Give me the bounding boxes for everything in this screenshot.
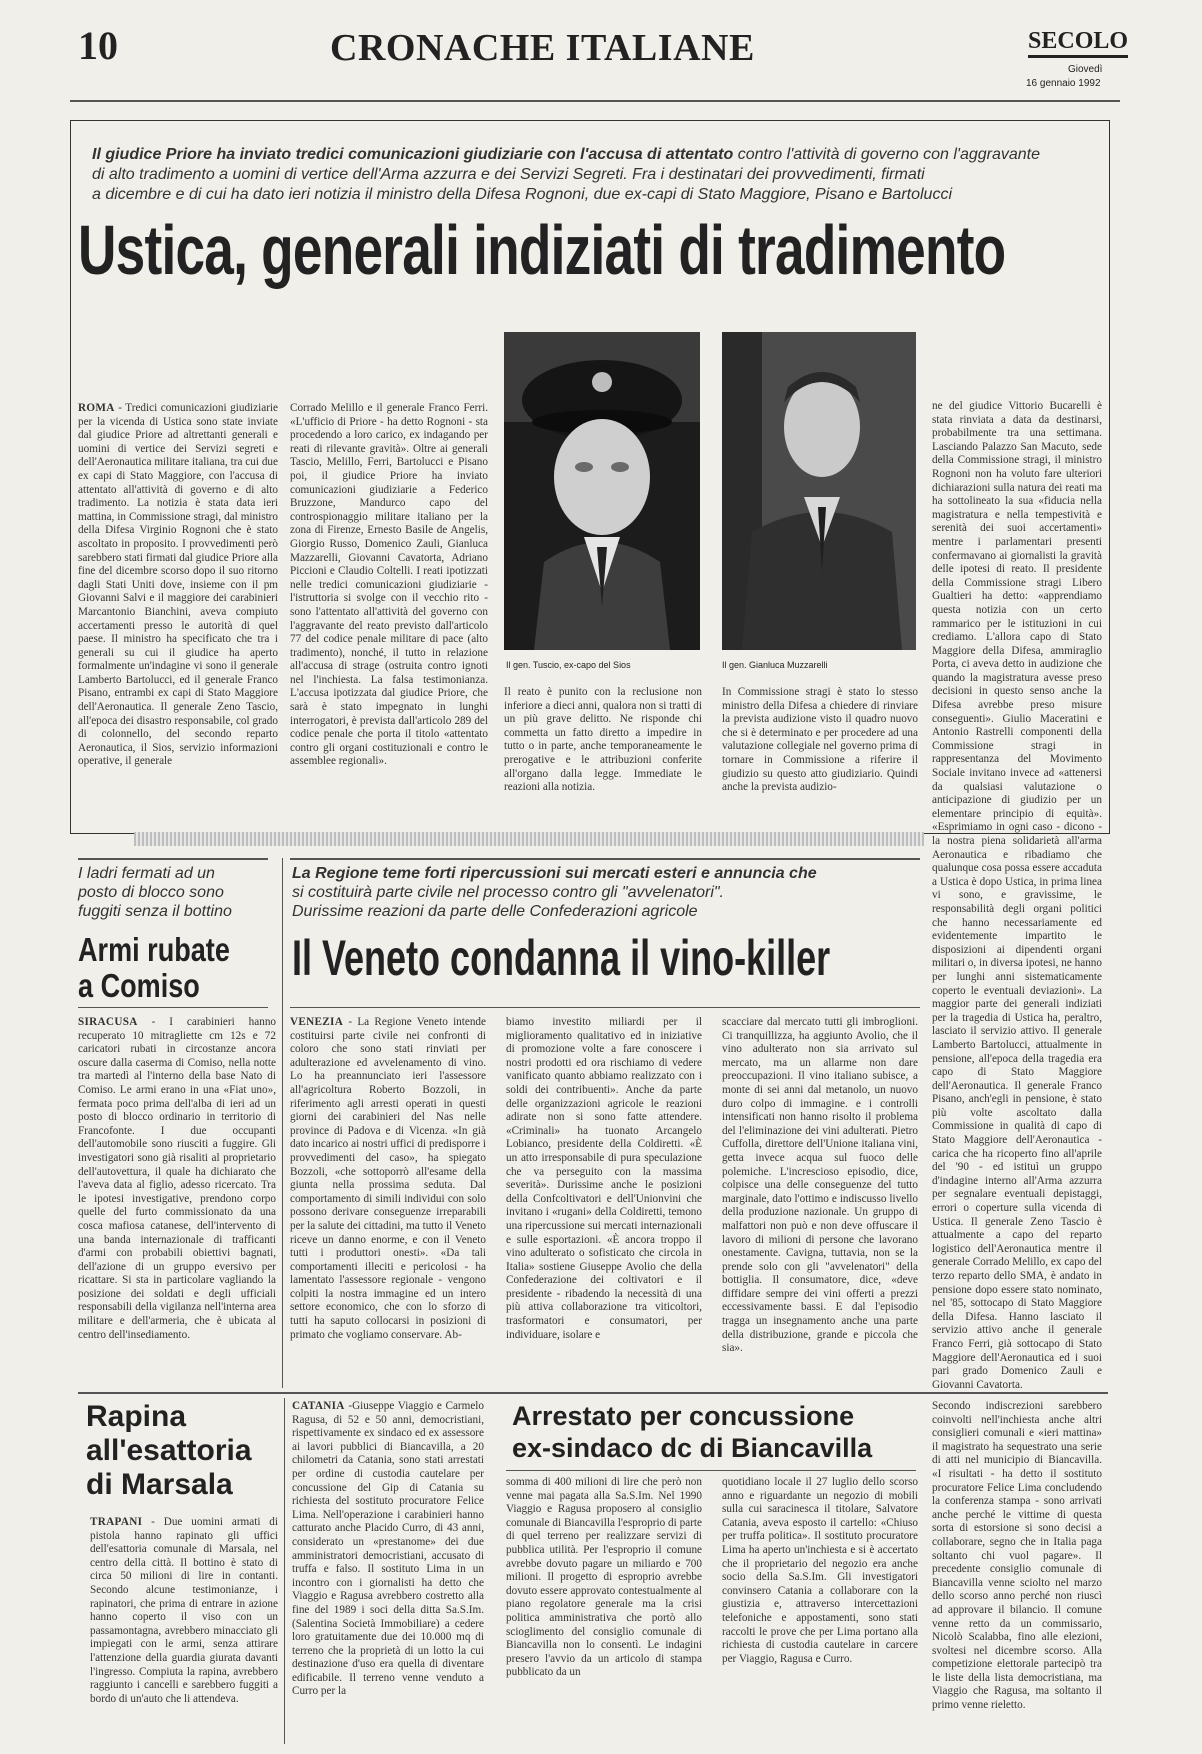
concussione-col2-text: quotidiano locale il 27 luglio dello scorso anno e riguardante un negozio di mobili sulla cui saracinesca il titolare, Salvatore Catania, aveva esposto il cartello: «Chiuso per truffa politica». Il sostituto procuratore Lima ha aperto un'inchiesta e si è accertato che il proprietario del negozio era anche socio della Sa.S.Im. Gli investigatori convinsero Catania a collaborare con la giustizia e, attraverso intercettazioni telefoniche e appostamenti, sono stati raccolti le prove che per Lima portano alla richiesta di custodia cautelare in carcere per Viaggio, Ragusa e Curro. [722,1476,918,1665]
concussione-rule [506,1470,916,1471]
armi-rule [78,1007,268,1008]
lead-deck-bold: Il giudice Priore ha inviato tredici comunicazioni giudiziarie con l'accusa di attentato [92,146,734,163]
section-divider-band [134,832,924,846]
vino-column-3 [722,1016,918,1386]
catania-body-text: -Giuseppe Viaggio e Carmelo Ragusa, di 52 e 50 anni, democristiani, rispettivamente ex sindaco ed ex assessore ai lavori pubblici di Biancavilla, a 20 chilometri da Catania, sono stati arrestati per ordine di custodia cautelare per concussione del Gip di Catania su richiesta del sostituto procuratore Felice Lima. Nell'operazione i carabinieri hanno catturato anche Placido Curro, di 43 anni, considerato un «prestanome» dei due amministratori democristiani, accusato di truffa e falso. Il sostituto Lima in un incontro con i giornalisti ha detto che Viaggio e Ragusa avrebbero costretto alla fine del 1989 i soci della ditta Sa.S.Im. (Salentina Società Immobiliare) a cedere loro gratuitamente due dei 10.000 mq di terreno che la proprietà di un lotto la cui destinazione d'uso era quella di diventare edificabile. Il terreno venne venduto a Curro per la [292,1400,484,1698]
lead-col1-text: - Tredici comunicazioni giudiziarie per la vicenda di Ustica sono state inviate dal giudice Priore ad altrettanti generali e uomini di vertice dei Servizi segreti e dell'Aeronautica militare italiana, tra cui due ex capi di Stato Maggiore, con l'accusa di attentato all'attività di governo e di alto tradimento. La notizia è stata data ieri mattina, in Commissione stragi, dal ministro della Difesa Virginio Rognoni che è stato ascoltato in proposito. I provvedimenti però sarebbero stati firmati dal giudice Priore alla fine del dicembre scorso dopo il suo ritorno dagli Stati Uniti dove, insieme con il pm Giovanni Salvi e il maggiore dei carabinieri Marcantonio Bianchini, aveva compiuto accertamenti presso le autorità di quel paese. Il ministro ha specificato che tra i generali su cui il giudice ha aperto formalmente un'indagine vi sono il generale Lamberto Bartolucci, ed il generale Franco Pisano, entrambi ex capi di Stato Maggiore dell'Aeronautica. Il generale Zeno Tascio, all'epoca dei disastro responsabile, col grado di colonnello, del secondo reparto Aeronautica, il Sios, servizio informazioni operative, il generale [78,402,278,768]
rapina-headline-line3: di Marsala [86,1468,233,1501]
lead-column-5 [932,400,1102,1410]
concussione-col3-text: Secondo indiscrezioni sarebbero coinvolti nell'inchiesta anche altri consiglieri comunali e «ieri mattina» il magistrato ha sequestrato una serie di atti nel municipio di Biancavilla. «I risultati - ha detto il sostituto procuratore Felice Lima concludendo la conferenza stampa - sono arrivati anche perché le vittime di questa sorta di estorsione si sono decisi a collaborare, segno che in Italia paga soltanto chi vuol pagare». Il precedente consiglio comunale di Biancavilla venne sciolto nel marzo dello scorso anno perché non riuscì ad approvare il bilancio. Il comune venne retto da un commissario, Nicolò Scalabba, fino alle elezioni, svoltesi nel dicembre scorso. Alla competizione elettorale partecipò tra le liste della lista democristiana, ma Viaggio che Ragusa, ma soltanto il primo venne rieletto. [932,1400,1102,1712]
lead-dateline: ROMA [78,402,115,414]
concussione-column-1 [506,1476,702,1740]
masthead-logo: SECOLO [1028,28,1128,58]
vino-deck-line3: Durissime reazioni da parte delle Confederazioni agricole [292,903,698,920]
header-rule [70,100,1120,102]
header-date: 16 gennaio 1992 [1026,78,1101,89]
lead-deck-line2: di alto tradimento a uomini di vertice dell'Arma azzurra e dei Servizi Segreti. Fra i destinatari dei provvedimenti, firmati [92,166,925,183]
photo-tascio-caption: Il gen. Tuscio, ex-capo del Sios [506,660,631,670]
concussione-column-3 [932,1400,1102,1740]
lead-deck-line3: a dicembre e di cui ha dato ieri notizia il ministro della Difesa Rognoni, due ex-capi di Stato Maggiore, Pisano e Bartolucci [92,186,953,203]
vino-column-1 [290,1016,486,1386]
vino-col1-text: - La Regione Veneto intende costituirsi parte civile nei confronti di coloro che sono stati rinviati per adulterazione ed avvelenamento di vino. Lo ha preannunciato ieri l'assessore all'agricoltura Roberto Bozzoli, in riferimento agli arresti operati in questi giorni dei carabinieri del Nas nelle province di Padova e di Vicenza. «In già dato incarico ai nostri uffici di predisporre i provvedimenti del caso», ha spiegato Bozzoli, «che sottoporrò all'esame della giunta nella prossima seduta. Dal comportamento di simili individui con solo possono derivare conseguenze irreparabili per la salute dei cittadini, ma tutto il Veneto riceve un danno enorme, e con il Veneto tutti i produttori onesti». «Da tali comportamenti illeciti e pericolosi - ha lamentato l'assessore regionale - vengono colpiti la nostra immagine ed un intero settore economico, che con lo sforzo di tutti ha saputo collocarsi in posizioni di primato che vogliamo conservare. Ab- [290,1016,486,1341]
vino-deck-line2: si costituirà parte civile nel processo contro gli "avvelenatori". [292,884,724,901]
vino-deck [292,864,912,921]
armi-dateline: SIRACUSA [78,1016,138,1028]
concussione-headline-line2: ex-sindaco dc di Biancavilla [512,1433,873,1463]
vino-rule [290,1007,920,1008]
vino-headline: Il Veneto condanna il vino-killer [292,930,831,986]
lead-column-4 [722,686,918,818]
rapina-headline [86,1400,252,1502]
rapina-vertical-rule [284,1398,285,1744]
catania-body [292,1400,484,1740]
vino-col2-text: biamo investito miliardi per il miglioramento qualitativo ed in iniziative di promozione volte a fare conoscere i nostri prodotti ed ora rischiamo di vedere vanificato quanto abbiamo realizzato con i soldi dei contribuenti». Anche da parte delle organizzazioni agricole le reazioni adirate non si sono fatte attendere. «Criminali» ha tuonato Arcangelo Lobianco, presidente della Coldiretti. «È un atto irresponsabile di pura speculazione che va perseguito con la massima severità». Durissime anche le posizioni della Confcoltivatori e dell'Unionvini che invitano i «rugani» della Coldiretti, temono una ripercussione sui mercati internazionali e sulle esportazioni. «È ancora troppo il vino adulterato o sofisticato che circola in Italia» sostiene Giuseppe Avolio che della Confederazione dei coltivatori e il presidente - ribadendo la necessità di una più attiva collaborazione tra viticoltori, trasformatori e consumatori, per individuare, isolare e [506,1016,702,1341]
vino-deck-bold: La Regione teme forti ripercussioni sui mercati esteri e annuncia che [292,865,817,882]
rapina-dateline: TRAPANI [90,1516,143,1528]
lead-deck [92,145,1092,205]
lead-headline: Ustica, generali indiziati di tradimento [78,211,1006,289]
catania-dateline: CATANIA [292,1400,345,1412]
section-title: CRONACHE ITALIANE [330,27,755,69]
armi-deck: I ladri fermati ad un posto di blocco sono fuggiti senza il bottino [78,865,232,920]
bottom-section-rule [78,1392,1108,1394]
concussione-headline [512,1400,872,1464]
armi-headline [78,932,230,1004]
lead-deck-rest: contro l'attività di governo con l'aggravante [733,146,1041,163]
photo-muzzarelli [722,332,916,650]
header-weekday: Giovedì [1068,64,1103,75]
armi-body-text: - I carabinieri hanno recuperato 10 mitragliette cm 12s e 72 caricatori rubati in circostanze ancora oscure dalla caserma di Comiso, nella notte tra martedì al l'interno della base Nato di Comiso. Le armi erano in una «Fiat uno», fermata poco prima dell'alba di ieri ad un posto di blocco ordinario in territorio di Francofonte. I due occupanti dell'automobile sono riusciti a fuggire. Gli investigatori sono già risaliti al proprietario dell'autovettura, il quale ha dichiarato che l'aveva data al figlio, adesso ricercato. Tra le ipotesi investigative, prendono corpo quelle del furto commissionato da una cosca mafiosa catanese, dell'intervento di una banda internazionale di trafficanti d'armi con probabili obiettivi bagnati, dell'azione di un gruppo eversivo per ricattare. Si sta in particolare vagliando la posizione dei soldati e degli ufficiali responsabili della vigilanza nell'interna area militare e dell'armeria, che è ubicata al centro dell'insediamento. [78,1016,276,1341]
portrait-muzzarelli-image [722,332,916,650]
portrait-tascio-image [504,332,700,650]
page-number: 10 [78,23,118,68]
vino-column-2 [506,1016,702,1386]
rapina-body [90,1516,278,1741]
photo-tascio [504,332,700,650]
lead-col2-text: Corrado Melillo e il generale Franco Ferri. «L'ufficio di Priore - ha detto Rognoni - sta procedendo a loro carico, ex indagando per reati di rilevante gravità». Oltre ai generali Tascio, Melillo, Ferri, Bartolucci e Pisano poi, il giudice Priore ha inviato comunicazioni giudiziarie a Federico Bruzzone, Mandurco capo del controspionaggio militare italiano per la zona di Firenze, Ernesto Basile de Angelis, Giorgio Russo, Domenico Zauli, Gianluca Mazzarelli, Giovanni Cavatorta, Adriano Piccioni e Claudio Coltelli. I reati ipotizzati nelle tredici comunicazioni giudiziarie - l'istruttoria si svolge con il vecchio rito - sono l'attentato all'attività del governo con l'aggravante del reato previsto dall'articolo 77 del codice penale militare di pace (alto tradimento), nonché, il tutto in relazione all'accusa di strage (ostruita contro ignoti nel l'inchiesta. La falsa testimonianza. L'accusa ipotizzata dal giudice Priore, che sarà è stato impegnato in lunghi interrogatori, è prevista dall'articolo 289 del codice penale che porta il titolo «attentato contro gli organi costituzionali e contro le assemblee regionali». [290,402,488,768]
vertical-rule-left [282,858,283,1388]
vino-top-rule [290,858,920,860]
photo-muzzarelli-caption: Il gen. Gianluca Muzzarelli [722,660,828,670]
armi-headline-line1: Armi rubate [78,931,230,968]
concussione-col1-text: somma di 400 milioni di lire che però non venne mai pagata alla Sa.S.Im. Nel 1990 Viaggio e Ragusa proposero al consiglio comunale di Biancavilla l'esproprio di parte di quel terreno per realizzare servizi di pubblica utilità. Per l'esproprio il comune avrebbe dovuto pagare un miliardo e 700 milioni. Il progetto di esproprio avrebbe dovuto essere approvato contestualmente al piano regolatore generale ma la crisi politica amministrativa che portò allo scioglimento del consiglio comunale di Biancavilla non lo consentì. Le indagini presero l'avvio da un articolo di stampa pubblicato da un [506,1476,702,1679]
lead-col4-text: In Commissione stragi è stato lo stesso ministro della Difesa a chiedere di rinviare la prevista audizione visto il quadro nuovo che si è determinato e per procedere ad una valutazione collegiale nel governo prima di tornare in Commissione a riferire il giudizio su questo atto giudiziario. Quindi anche la prevista audizio- [722,686,918,794]
armi-body [78,1016,276,1386]
armi-headline-line2: a Comiso [78,967,200,1004]
rapina-body-text: - Due uomini armati di pistola hanno rapinato gli uffici dell'esattoria comunale di Marsala, nel centro della città. Il bottino è stato di circa 50 milioni di lire in contanti. Secondo alcune testimonianze, i rapinatori, che prima di entrare in azione hanno coperto il viso con un passamontagna, avrebbero minacciato gli impiegati con le armi, senza attirare l'attenzione della guardia giurata davanti l'ingresso. Compiuta la rapina, avrebbero raggiunto i cancelli e sarebbero fuggiti a bordo di un'auto che li attendeva. [90,1516,278,1705]
lead-col3-text: Il reato è punito con la reclusione non inferiore a dieci anni, qualora non si tratti di un più grave delitto. Ne risponde chi commetta un fatto diretto a impedire in tutto o in parte, anche temporaneamente le prerogative e le attribuzioni conferite all'organo dalla legge. Immediate le reazioni alla notizia. [504,686,702,794]
armi-top-rule [78,858,268,860]
vino-dateline: VENEZIA [290,1016,344,1028]
concussione-column-2 [722,1476,918,1740]
rapina-headline-line1: Rapina [86,1400,187,1433]
rapina-headline-line2: all'esattoria [86,1434,252,1467]
lead-col5-text: ne del giudice Vittorio Bucarelli è stata rinviata a data da destinarsi, probabilmente tra una settimana. Lasciando Palazzo San Macuto, sede della Commissione stragi, il ministro Rognoni non ha voluto fare ulteriori dichiarazioni sulla natura dei reati ma ha sottolineato la sua «fiducia nella magistratura e nella tempestività e serenità dei suoi accertamenti» mentre i parlamentari presenti confermavano ai giornalisti la gravità delle ipotesi di reato. Il presidente della Commissione stragi Libero Gualtieri ha detto: «apprendiamo questa notizia con un certo rammarico per le istituzioni in cui crediamo. L'allora capo di Stato Maggiore della Difesa, ammiraglio Porta, ci aveva detto in audizione che quando la magistratura avesse preso decisioni in questo senso anche la Difesa avrebbe preso misure conseguenti». Giulio Maceratini e Antonio Rastrelli componenti della Commissione stragi in rappresentanza del Movimento Sociale invitano invece ad «attenersi da qualsiasi valutazione o anticipazione di giudizio per un elementare principio di equità». «Esprimiamo in ogni caso - dicono - la nostra piena solidarietà all'arma Aeronautica e ribadiamo che qualunque cosa possa essere accaduta a Ustica è dopo Ustica, in prima linea vi sono, e gravissime, le responsabilità degli organi politici che hanno necessariamente ed evidentemente impartito le disposizioni ai dipendenti organi militari o, in diversa ipotesi, ne hanno per lunghi anni sistematicamente coperto le eventuali deviazioni». La maggior parte dei generali indiziati per la tragedia di Ustica ha, peraltro, lasciato il servizio attivo. Il generale Lamberto Bartolucci, attualmente in pensione, all'epoca della tragedia era capo di Stato Maggiore dell'Aeronautica. Il generale Franco Pisano, anch'egli in pensione, è stato più volte ascoltato dalla Commissione in qualità di capo di Stato Maggiore dell'Aeronautica - carica che ha ricoperto fino all'aprile del '90 - ed istituì un gruppo d'indagine interno all'Arma azzurra per segnalare eventuali depistaggi, errori o coperture sulla vicenda di Ustica. Il generale Zeno Tascio è attualmente a capo del reparto logistico dell'Aeronautica mentre il generale Corrado Melillo, ex capo del terzo reparto dello SMA, è andato in pensione dopo essere stato nominato, nel '85, sottocapo di Stato Maggiore della Difesa. Hanno lasciato il servizio attivo anche il generale Franco Ferri, già sottocapo di Stato Maggiore dell'Aeronautica ed i suoi pari grado Domenico Zauli e Giovanni Cavatorta. [932,400,1102,1391]
lead-column-2 [290,402,488,817]
lead-column-3 [504,686,702,818]
lead-column-1 [78,402,278,817]
vino-col3-text: scacciare dal mercato tutti gli imbroglioni. Ci tranquillizza, ha aggiunto Avolio, che il vino adulterato non sia arrivato sul mercato, ma un allarme non dare preoccupazioni. Il vino italiano subisce, a monte di sei anni dal metanolo, un nuovo duro colpo di immagine. e i controlli intensificati non hanno risolto il problema del l'eliminazione dei vini adulterati. Pietro Cuffolla, direttore dell'Unione italiana vini, getta invece acqua sul fuoco delle polemiche. L'increscioso episodio, dice, colpisce una delle conseguenze del tutto marginale, dato l'ottimo e indiscusso livello della produzione nazionale. Un gruppo di malfattori non può e non deve offuscare il lavoro di milioni di persone che lavorano onestamente. Cavigna, tuttavia, non se la prende solo con gli "avvelenatori" della bottiglia. Il consumatore, dice, «deve diffidare sempre dei vini offerti a prezzi eccessivamente bassi. E dal l'episodio tragga un insegnamento anche una parte della distribuzione, grande e piccola che sia». [722,1016,918,1355]
concussione-headline-line1: Arrestato per concussione [512,1401,855,1431]
